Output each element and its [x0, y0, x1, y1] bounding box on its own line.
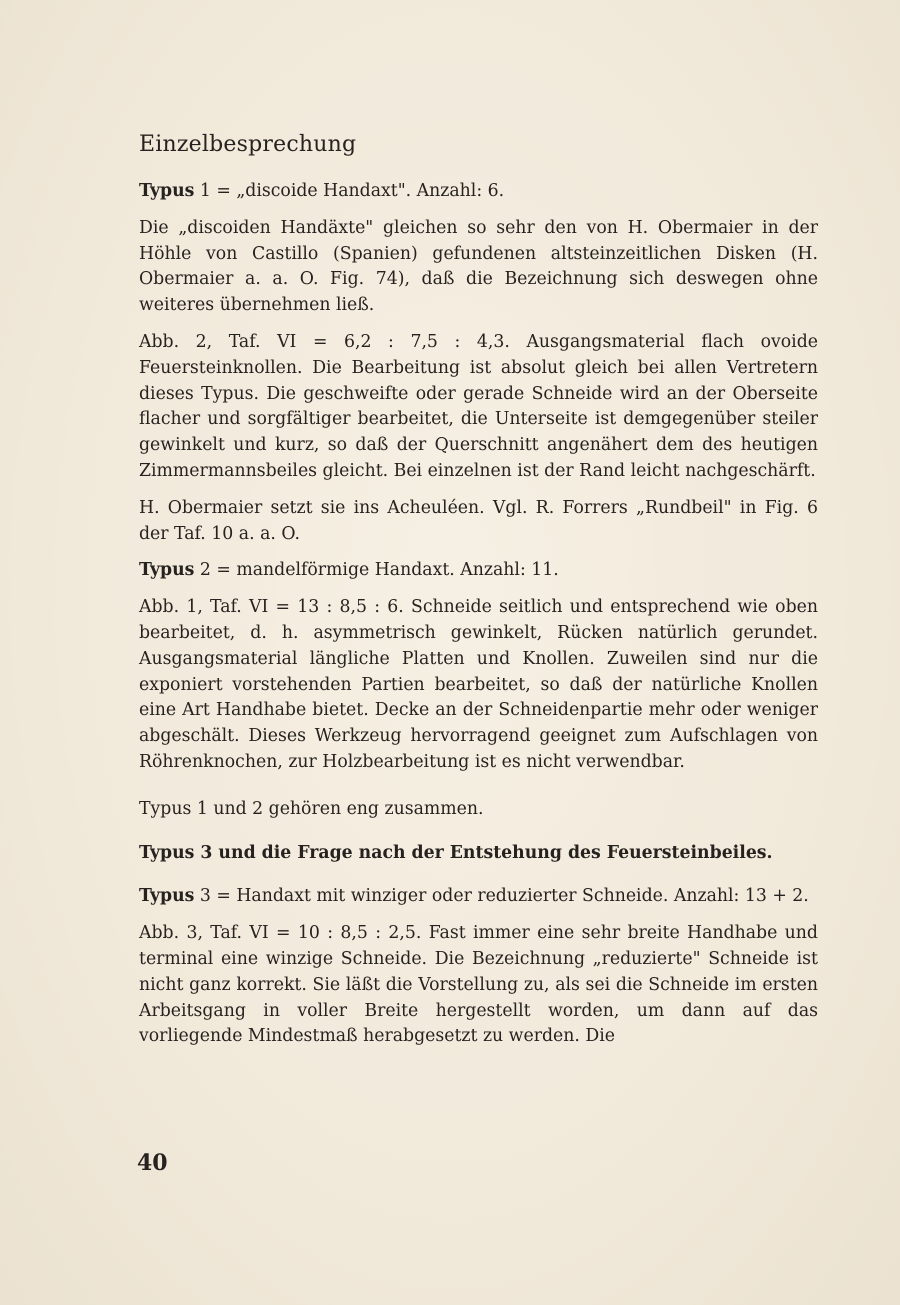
paragraph-typus-3-details: Abb. 3, Taf. VI = 10 : 8,5 : 2,5. Fast immer eine sehr breite Handhabe und terminal eine winzige Schneide. Die Bezeichnung „reduzierte" Schneide ist nicht ganz korrekt. Sie läßt die Vorstellung zu, als sei die Schneide im ersten Arbeitsgang in voller Breite hergestellt worden, um dann auf das vorliegende Mindestmaß herabgesetzt zu werden. Die — [139, 923, 818, 1047]
spacer — [139, 787, 818, 797]
paragraph-typus-2-details: Abb. 1, Taf. VI = 13 : 8,5 : 6. Schneide seitlich und entsprechend wie oben bearbeitet, d. h. asymmetrisch gewinkelt, Rücken natürlich gerundet. Ausgangsmaterial längliche Platten und Knollen. Zuweilen sind nur die exponiert vorstehenden Partien bearbeitet, so daß der natürliche Knollen eine Art Handhabe bietet. Decke an der Schneidenpartie mehr oder weniger abgeschält. Dieses Werkzeug hervorragend geeignet zum Aufschlagen von Röhrenknochen, zur Holzbearbeitung ist es nicht verwendbar. — [139, 597, 818, 772]
page-number: 40 — [137, 1150, 168, 1176]
typus-2-text: 2 = mandelförmige Handaxt. Anzahl: 11. — [194, 560, 559, 581]
typus-2-line — [139, 558, 818, 584]
typus-3-label: Typus — [139, 886, 195, 907]
paragraph-obermaier-note: H. Obermaier setzt sie ins Acheuléen. Vgl. R. Forrers „Rundbeil" in Fig. 6 der Taf. 10 a. a. O. — [139, 497, 818, 544]
typus-3-line — [139, 884, 818, 910]
paragraph-typus-1-details: Abb. 2, Taf. VI = 6,2 : 7,5 : 4,3. Ausgangsmaterial flach ovoide Feuersteinknollen. Die Bearbeitung ist absolut gleich bei allen Vertretern dieses Typus. Die geschweifte oder gerade Schneide wird an der Oberseite flacher und sorgfältiger bearbeitet, die Unterseite ist demgegenüber steiler gewinkelt und kurz, so daß der Querschnitt angenähert dem des heutigen Zimmermannsbeiles gleicht. Bei einzelnen ist der Rand leicht nachgeschärft. — [139, 331, 818, 481]
typus-3-text: 3 = Handaxt mit winziger oder reduzierter Schneide. Anzahl: 13 + 2. — [194, 886, 809, 907]
typus-1-label: Typus — [139, 181, 195, 201]
subsection-heading: Typus 3 und die Frage nach der Entstehung des Feuersteinbeiles. — [139, 842, 773, 863]
typus-2-label: Typus — [139, 560, 195, 581]
page-content — [139, 132, 818, 1061]
typus-1-line — [139, 179, 818, 205]
typus-1-text: 1 = „discoide Handaxt". Anzahl: 6. — [194, 181, 505, 201]
section-heading: Einzelbesprechung — [139, 132, 357, 157]
paragraph-discoid-description: Die „discoiden Handäxte" gleichen so sehr den von H. Obermaier in der Höhle von Castillo (Spanien) gefundenen altsteinzeitlichen Disken (H. Obermaier a. a. O. Fig. 74), daß die Bezeichnung sich deswegen ohne weiteres übernehmen ließ. — [139, 217, 818, 316]
paragraph-typus-relation: Typus 1 und 2 gehören eng zusammen. — [139, 798, 484, 819]
